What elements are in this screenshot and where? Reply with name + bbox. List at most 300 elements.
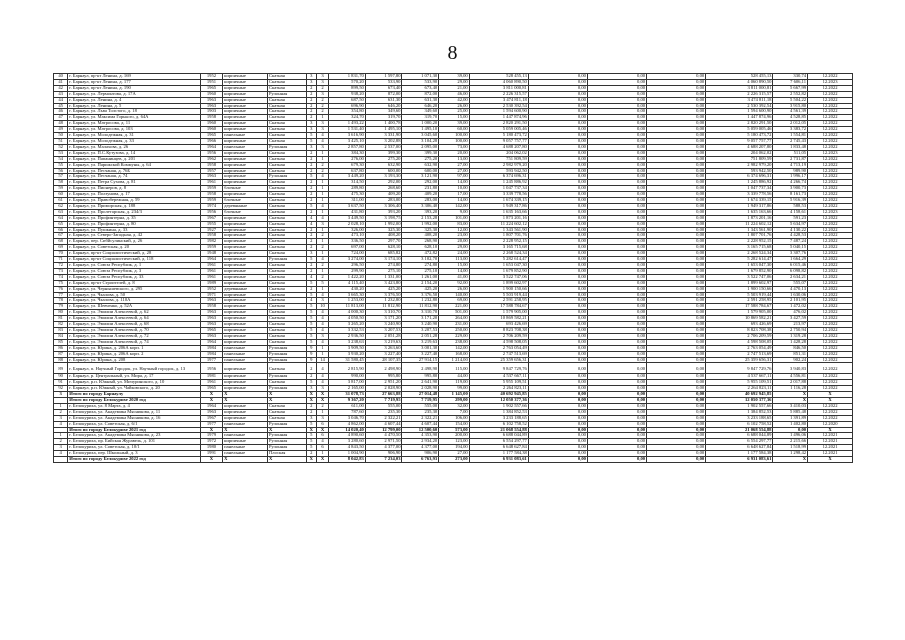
cell-s1: 1 653 047,30 xyxy=(469,263,528,269)
cell-s1: 3 339 778,56 xyxy=(469,192,528,198)
cell-uc: 5 040,15 xyxy=(773,245,808,251)
cell-n: 64 xyxy=(54,215,68,221)
cell-a2: 673,40 xyxy=(365,85,402,91)
cell-n: 56 xyxy=(54,168,68,174)
cell-s1: 25 359 656,31 xyxy=(469,357,528,363)
cell-dt: 12.2022 xyxy=(808,174,853,180)
cell-s1: 693 426,69 xyxy=(469,322,528,328)
cell-s5: 5 059 005,46 xyxy=(706,127,773,133)
cell-year: X xyxy=(200,427,222,433)
cell-addr: г. Барнаул, ул. Правобережная, д. 59 xyxy=(68,198,200,204)
cell-n: 50 xyxy=(54,133,68,139)
cell-uc: 1 402,80 xyxy=(773,421,808,427)
cell-fl: 5 xyxy=(306,292,316,298)
cell-s1: 751 809,59 xyxy=(469,156,528,162)
cell-s3: 0,00 xyxy=(587,156,646,162)
cell-dt: 12.2022 xyxy=(808,245,853,251)
cell-res: 250,00 xyxy=(439,327,470,333)
cell-s2: 0,00 xyxy=(528,144,587,150)
cell-a1: 473,10 xyxy=(329,233,366,239)
cell-a1: 1 253,00 xyxy=(329,298,366,304)
cell-uc: 2 634,21 xyxy=(773,274,808,280)
cell-s4: 0,00 xyxy=(647,192,706,198)
cell-wall: кирпичные xyxy=(223,150,268,156)
cell-s2: 0,00 xyxy=(528,386,587,392)
cell-uc: 1 116,28 xyxy=(773,386,808,392)
cell-res: 60,00 xyxy=(439,127,470,133)
cell-s5: 1 447 874,96 xyxy=(706,115,773,121)
cell-wall: кирпичные xyxy=(223,415,268,421)
cell-year: 1964 xyxy=(200,339,222,345)
cell-a1: 8 042,83 xyxy=(329,457,366,463)
cell-a3: 673,40 xyxy=(402,85,439,91)
cell-en: 4 xyxy=(316,380,328,386)
cell-s5: 751 809,59 xyxy=(706,156,773,162)
cell-en: 2 xyxy=(316,97,328,103)
cell-year: 1961 xyxy=(200,274,222,280)
cell-dt: 12.2022 xyxy=(808,115,853,121)
cell-s5: 12 050 377,36 xyxy=(706,398,773,404)
cell-s1: 1 674 339,15 xyxy=(469,198,528,204)
cell-dt: 12.2022 xyxy=(808,310,853,316)
cell-res: 29,00 xyxy=(439,245,470,251)
cell-year: 1965 xyxy=(200,85,222,91)
cell-s3: 0,00 xyxy=(587,386,646,392)
cell-n: 70 xyxy=(54,251,68,257)
cell-fl: 4 xyxy=(306,215,316,221)
cell-en: 1 xyxy=(316,156,328,162)
cell-fl: 5 xyxy=(306,439,316,445)
cell-en: 4 xyxy=(316,257,328,263)
cell-res: 14,00 xyxy=(439,268,470,274)
cell-n: 90 xyxy=(54,374,68,380)
cell-roof: Скатная xyxy=(267,310,306,316)
cell-res: 115,00 xyxy=(439,363,470,374)
cell-wall: кирпичные xyxy=(223,168,268,174)
cell-wall: кирпичные xyxy=(223,162,268,168)
cell-res: 92,00 xyxy=(439,280,470,286)
cell-a1: 431,80 xyxy=(329,209,366,215)
cell-dt: 12.2022 xyxy=(808,374,853,380)
cell-n: 91 xyxy=(54,380,68,386)
cell-s5: 1 679 852,90 xyxy=(706,268,773,274)
cell-a2: 2 951,20 xyxy=(365,380,402,386)
cell-a3: 292,00 xyxy=(402,180,439,186)
cell-s5: 8 823 708,38 xyxy=(706,327,773,333)
cell-s4: 0,00 xyxy=(647,415,706,421)
cell-a2: 3 227,40 xyxy=(365,351,402,357)
cell-fl: 5 xyxy=(306,304,316,310)
cell-s4: 0,00 xyxy=(647,257,706,263)
cell-a3: 2 322,21 xyxy=(402,415,439,421)
cell-n: 44 xyxy=(54,97,68,103)
cell-uc: 3 410,03 xyxy=(773,403,808,409)
cell-year: 1960 xyxy=(200,121,222,127)
cell-n: 4 xyxy=(54,451,68,457)
cell-fl: 5 xyxy=(306,433,316,439)
cell-s4: 0,00 xyxy=(647,363,706,374)
cell-addr: г. Барнаул, р.п. Южный, ул. Чайковского, д. 20 xyxy=(68,386,200,392)
cell-a1: 1 531,40 xyxy=(329,127,366,133)
cell-a1: 1 831,70 xyxy=(329,74,366,80)
cell-roof: Скатная xyxy=(267,133,306,139)
cell-a1: 4 890,60 xyxy=(329,433,366,439)
cell-roof: Скатная xyxy=(267,115,306,121)
cell-s3: 0,00 xyxy=(587,168,646,174)
cell-a2: 399,30 xyxy=(365,150,402,156)
cell-a2: 3 240,90 xyxy=(365,322,402,328)
cell-en: 4 xyxy=(316,322,328,328)
cell-a3: 906,90 xyxy=(402,451,439,457)
cell-s3: 0,00 xyxy=(587,274,646,280)
cell-a3: 3 306,40 xyxy=(402,203,439,209)
cell-en: 4 xyxy=(316,339,328,345)
cell-res: 7,00 xyxy=(439,409,470,415)
cell-fl: 5 xyxy=(306,327,316,333)
cell-uc: X xyxy=(773,392,808,398)
cell-s5: 1 047 737,34 xyxy=(706,186,773,192)
cell-addr: г. Барнаул, ул. Чкалова, д. 50 xyxy=(68,292,200,298)
cell-a1: 430,20 xyxy=(329,286,366,292)
cell-en: 3 xyxy=(316,91,328,97)
cell-s2: 0,00 xyxy=(528,239,587,245)
cell-s2: 0,00 xyxy=(528,245,587,251)
cell-addr: г. Барнаул, ул. Советская, д. 20 xyxy=(68,245,200,251)
cell-dt: 12.2023 xyxy=(808,209,853,215)
cell-s2: 0,00 xyxy=(528,310,587,316)
cell-a3: 6 763,93 xyxy=(402,457,439,463)
cell-s2: 0,00 xyxy=(528,280,587,286)
cell-s1: 1 902 557,66 xyxy=(469,403,528,409)
cell-wall: кирпичные xyxy=(223,257,268,263)
cell-s3: 0,00 xyxy=(587,292,646,298)
cell-addr: г. Барнаул, ул. Союза Республик, д. 33 xyxy=(68,274,200,280)
cell-a1: 4 862,00 xyxy=(329,421,366,427)
cell-dt: 12.2022 xyxy=(808,351,853,357)
cell-fl: X xyxy=(306,427,316,433)
cell-fl: 3 xyxy=(306,127,316,133)
cell-a1: 990,00 xyxy=(329,374,366,380)
cell-uc: 4 528,85 xyxy=(773,115,808,121)
cell-year: 1958 xyxy=(200,192,222,198)
cell-s4: 0,00 xyxy=(647,133,706,139)
cell-s5: 1 807 701,76 xyxy=(706,233,773,239)
cell-n: 74 xyxy=(54,274,68,280)
cell-wall: кирпичные xyxy=(223,91,268,97)
cell-s3: 0,00 xyxy=(587,133,646,139)
cell-s2: 0,00 xyxy=(528,127,587,133)
cell-roof: Скатная xyxy=(267,109,306,115)
cell-dt: 12.2022 xyxy=(808,345,853,351)
cell-a2: 275,20 xyxy=(365,156,402,162)
cell-dt: 12.2022 xyxy=(808,274,853,280)
cell-fl: 2 xyxy=(306,103,316,109)
cell-a2: 555,00 xyxy=(365,403,402,409)
cell-n: 46 xyxy=(54,109,68,115)
cell-n: 63 xyxy=(54,209,68,215)
table-row xyxy=(54,363,853,374)
cell-res: 20,00 xyxy=(439,239,470,245)
cell-year: 1979 xyxy=(200,433,222,439)
cell-year: 1967 xyxy=(200,415,222,421)
cell-a3: 3 001,30 xyxy=(402,345,439,351)
cell-fl: 3 xyxy=(306,74,316,80)
cell-roof: Скатная xyxy=(267,239,306,245)
housing-register-table xyxy=(53,73,853,463)
cell-res: 32,00 xyxy=(439,403,470,409)
cell-en: 3 xyxy=(316,386,328,392)
cell-s2: 0,00 xyxy=(528,351,587,357)
cell-year: 1974 xyxy=(200,203,222,209)
cell-wall: кирпичные xyxy=(223,192,268,198)
cell-a3: 408,20 xyxy=(402,233,439,239)
cell-n: 89 xyxy=(54,363,68,374)
cell-a1: 3 909,50 xyxy=(329,345,366,351)
cell-a3: 3 121,90 xyxy=(402,174,439,180)
cell-a2: 631,30 xyxy=(365,97,402,103)
cell-s2: 0,00 xyxy=(528,180,587,186)
cell-s5: 25 359 656,31 xyxy=(706,357,773,363)
cell-s1: 1 873 201,16 xyxy=(469,215,528,221)
cell-a2: 292,00 xyxy=(365,180,402,186)
cell-fl: 2 xyxy=(306,451,316,457)
cell-s3: 0,00 xyxy=(587,109,646,115)
cell-year: 1960 xyxy=(200,91,222,97)
cell-a3: 995,80 xyxy=(402,374,439,380)
cell-dt: 12.2023 xyxy=(808,150,853,156)
cell-s4: 0,00 xyxy=(647,245,706,251)
cell-fl: 4 xyxy=(306,221,316,227)
cell-a2: 3 376,50 xyxy=(365,292,402,298)
cell-n: 45 xyxy=(54,103,68,109)
cell-s2: 0,00 xyxy=(528,398,587,404)
cell-a1: 9 367,20 xyxy=(329,398,366,404)
cell-s2: 0,00 xyxy=(528,103,587,109)
cell-a2: 297,70 xyxy=(365,239,402,245)
cell-wall: кирпичные xyxy=(223,310,268,316)
cell-s3: 0,00 xyxy=(587,427,646,433)
cell-a1: 299,90 xyxy=(329,268,366,274)
cell-a2: 2 322,21 xyxy=(365,415,402,421)
cell-s5: 3 233 188,65 xyxy=(706,415,773,421)
cell-s4: 0,00 xyxy=(647,263,706,269)
cell-s5: 11 224 602,12 xyxy=(706,221,773,227)
cell-addr: г. Барнаул, ул. Чернышевского, д. 295 xyxy=(68,286,200,292)
cell-fl: 5 xyxy=(306,316,316,322)
cell-n: 54 xyxy=(54,156,68,162)
cell-s5: 6 688 044,89 xyxy=(706,433,773,439)
cell-dt: 12.2021 xyxy=(808,451,853,457)
cell-fl: 9 xyxy=(306,351,316,357)
cell-wall: блочные xyxy=(223,198,268,204)
cell-uc: 1 428,28 xyxy=(773,339,808,345)
cell-s5: 2 268 524,34 xyxy=(706,251,773,257)
cell-year: 1957 xyxy=(200,168,222,174)
cell-en: 1 xyxy=(316,451,328,457)
cell-s2: 0,00 xyxy=(528,138,587,144)
cell-s3: 0,00 xyxy=(587,304,646,310)
cell-a1: 3 449,50 xyxy=(329,215,366,221)
cell-uc: 3 427,59 xyxy=(773,316,808,322)
cell-wall: панельные xyxy=(223,433,268,439)
cell-n: 43 xyxy=(54,91,68,97)
cell-fl: 2 xyxy=(306,97,316,103)
cell-fl: 4 xyxy=(306,274,316,280)
cell-fl: 5 xyxy=(306,421,316,427)
cell-n: 42 xyxy=(54,85,68,91)
cell-fl: 5 xyxy=(306,280,316,286)
cell-dt: 12.2022 xyxy=(808,203,853,209)
cell-a1: 11 813,00 xyxy=(329,304,366,310)
cell-n: 92 xyxy=(54,386,68,392)
cell-fl: X xyxy=(306,457,316,463)
cell-s2: 0,00 xyxy=(528,121,587,127)
cell-uc: 3 307,76 xyxy=(773,251,808,257)
cell-uc: 1 554,81 xyxy=(773,133,808,139)
cell-a2: 349,60 xyxy=(365,109,402,115)
cell-a3: 275,20 xyxy=(402,156,439,162)
cell-s3: 0,00 xyxy=(587,115,646,121)
cell-s1: 6 688 044,89 xyxy=(469,433,528,439)
cell-year: 1972 xyxy=(200,439,222,445)
cell-s5: 2 264 823,11 xyxy=(706,386,773,392)
cell-year: 1963 xyxy=(200,298,222,304)
cell-res: 17,00 xyxy=(439,192,470,198)
cell-n: 60 xyxy=(54,192,68,198)
cell-roof: Рулонная xyxy=(267,257,306,263)
cell-a1: 611,00 xyxy=(329,403,366,409)
cell-uc: 3 900,73 xyxy=(773,186,808,192)
cell-s1: 40 692 945,85 xyxy=(469,392,528,398)
cell-s1: 1 807 701,76 xyxy=(469,233,528,239)
cell-a1: 1 004,90 xyxy=(329,451,366,457)
cell-a1: 14 020,40 xyxy=(329,427,366,433)
cell-wall: панельные xyxy=(223,345,268,351)
cell-s1: 1 177 584,38 xyxy=(469,451,528,457)
cell-roof: Скатная xyxy=(267,127,306,133)
cell-s2: 0,00 xyxy=(528,91,587,97)
cell-s5: 5 503 919,44 xyxy=(706,292,773,298)
cell-s5: 693 426,69 xyxy=(706,322,773,328)
cell-a1: 3 425,10 xyxy=(329,138,366,144)
cell-dt: 12.2022 xyxy=(808,186,853,192)
cell-roof: Скатная xyxy=(267,263,306,269)
cell-fl: 5 xyxy=(306,333,316,339)
cell-res: 27,00 xyxy=(439,168,470,174)
cell-a1: 787,60 xyxy=(329,409,366,415)
cell-n: 49 xyxy=(54,127,68,133)
cell-n: 61 xyxy=(54,198,68,204)
cell-a1: 3 238,63 xyxy=(329,339,366,345)
cell-addr: г. Барнаул, пр-кт Ленина, д. 177 xyxy=(68,79,200,85)
cell-n: 88 xyxy=(54,357,68,363)
cell-en: 5 xyxy=(316,280,328,286)
cell-s3: 0,00 xyxy=(587,144,646,150)
cell-wall: блочные xyxy=(223,186,268,192)
cell-fl: 2 xyxy=(306,403,316,409)
cell-roof: Скатная xyxy=(267,233,306,239)
cell-a1: 4 000,30 xyxy=(329,310,366,316)
cell-a1: 4 115,40 xyxy=(329,280,366,286)
cell-res: 100,00 xyxy=(439,133,470,139)
cell-a1: 3 274,00 xyxy=(329,257,366,263)
cell-roof: X xyxy=(267,392,306,398)
cell-en: 2 xyxy=(316,233,328,239)
cell-roof: Скатная xyxy=(267,322,306,328)
cell-wall: кирпичные xyxy=(223,274,268,280)
cell-s5: 1 384 852,53 xyxy=(706,409,773,415)
cell-s2: 0,00 xyxy=(528,409,587,415)
cell-uc: 4 556,81 xyxy=(773,374,808,380)
cell-s3: 0,00 xyxy=(587,268,646,274)
cell-addr: г. Барнаул, ул. Эмилии Алексеевой, д. 70 xyxy=(68,327,200,333)
cell-s3: 0,00 xyxy=(587,457,646,463)
cell-s1: 1 899 602,97 xyxy=(469,280,528,286)
cell-wall: кирпичные xyxy=(223,403,268,409)
cell-s4: 0,00 xyxy=(647,221,706,227)
cell-wall: кирпичные xyxy=(223,215,268,221)
cell-s4: 0,00 xyxy=(647,398,706,404)
cell-roof: X xyxy=(267,427,306,433)
cell-a2: 4 470,50 xyxy=(365,433,402,439)
cell-s4: 0,00 xyxy=(647,298,706,304)
cell-a2: 325,30 xyxy=(365,227,402,233)
cell-s4: 0,00 xyxy=(647,227,706,233)
cell-a1: 2 028,10 xyxy=(329,221,366,227)
cell-a1: 384,30 xyxy=(329,150,366,156)
cell-a1: 3 817,00 xyxy=(329,380,366,386)
cell-a2: 1 331,00 xyxy=(365,274,402,280)
cell-dt: 12.2022 xyxy=(808,316,853,322)
cell-s1: 8 823 708,38 xyxy=(469,327,528,333)
cell-n: 78 xyxy=(54,298,68,304)
cell-fl: 2 xyxy=(306,227,316,233)
cell-roof: X xyxy=(267,457,306,463)
cell-res: 14,00 xyxy=(439,198,470,204)
cell-s3: 0,00 xyxy=(587,345,646,351)
cell-n: 57 xyxy=(54,174,68,180)
cell-dt: X xyxy=(808,398,853,404)
cell-a3: 600,00 xyxy=(402,168,439,174)
cell-fl: 5 xyxy=(306,310,316,316)
cell-n: 87 xyxy=(54,351,68,357)
cell-a3: 3 045,60 xyxy=(402,133,439,139)
cell-a1: 276,00 xyxy=(329,156,366,162)
cell-a3: 1 232,80 xyxy=(402,298,439,304)
cell-fl: X xyxy=(306,392,316,398)
cell-res: 194,00 xyxy=(439,445,470,451)
cell-year: 1948 xyxy=(200,251,222,257)
cell-en: 3 xyxy=(316,121,328,127)
cell-n: 83 xyxy=(54,327,68,333)
cell-s3: 0,00 xyxy=(587,162,646,168)
cell-wall: панельные xyxy=(223,451,268,457)
cell-a3: 283,00 xyxy=(402,198,439,204)
cell-roof: Скатная xyxy=(267,333,306,339)
cell-uc: 5 885,48 xyxy=(773,409,808,415)
cell-uc: 1 298,42 xyxy=(773,451,808,457)
cell-dt: 12.2022 xyxy=(808,298,853,304)
cell-en: 10 xyxy=(316,304,328,310)
cell-addr: Итого по городу Белокурихе 2022 год xyxy=(68,457,200,463)
cell-a3: 1 071,30 xyxy=(402,74,439,80)
cell-dt: 12.2022 xyxy=(808,138,853,144)
cell-a3: 628,10 xyxy=(402,245,439,251)
cell-s5: 6 554 297,77 xyxy=(706,439,773,445)
cell-addr: г. Барнаул, ул. Ползунова, д. 17 xyxy=(68,192,200,198)
cell-wall: кирпичные xyxy=(223,239,268,245)
cell-year: 1963 xyxy=(200,333,222,339)
